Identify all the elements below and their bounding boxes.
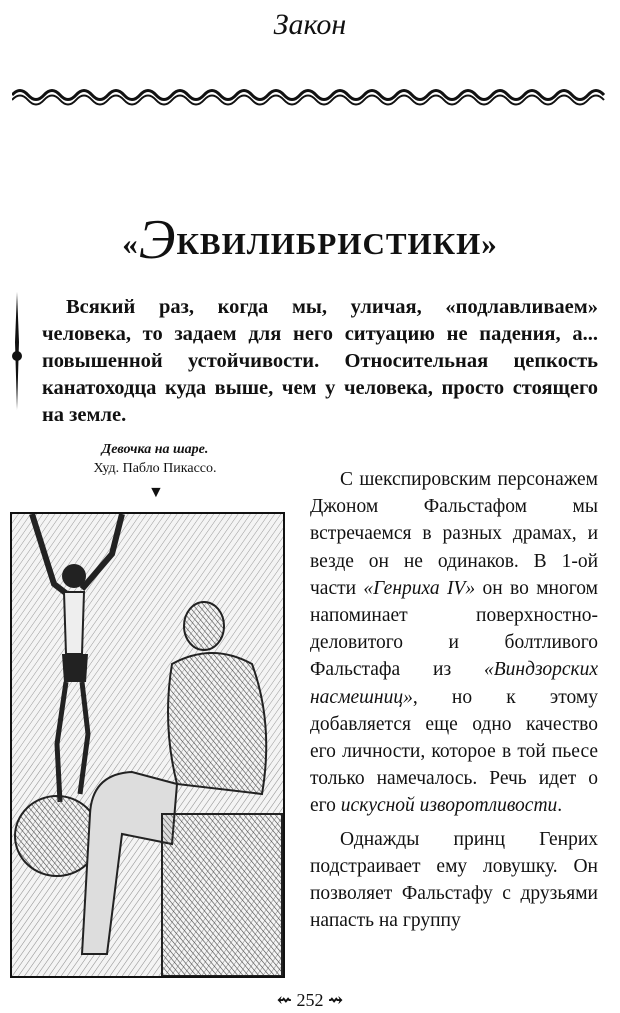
down-triangle-icon: ▼ <box>148 484 164 501</box>
title-close-quote: » <box>481 226 498 261</box>
right-arrow-icon: ⇝ <box>328 990 344 1010</box>
painting-image <box>12 514 283 976</box>
body-text-run: , но к этому добавляется еще одно качество его личности, которое в той пьесе только намечалось. Речь идет о его <box>310 686 598 817</box>
body-paragraph-1 <box>310 466 598 820</box>
page-number: 252 <box>296 990 324 1010</box>
lead-ornament-bar <box>10 292 24 410</box>
wavy-divider <box>12 84 608 106</box>
title-initial: Э <box>138 209 177 271</box>
play-title-merry-wives: «Виндзорских насмешниц» <box>310 659 598 708</box>
running-head: Закон <box>273 8 347 41</box>
figure-caption-title: Девочка на шаре. <box>101 442 209 457</box>
chapter-title <box>0 208 620 272</box>
left-arrow-icon: ⇜ <box>276 990 292 1010</box>
figure-caption <box>40 440 270 478</box>
title-rest: КВИЛИБРИСТИКИ <box>176 226 482 261</box>
figure-caption-artist: Худ. Пабло Пикассо. <box>93 461 217 476</box>
emphasis-text: искусной изворотливости <box>340 795 558 817</box>
page-footer <box>0 990 620 1011</box>
body-text-run: С шекспировским персонажем Джоном Фальстафом мы встречаемся в разных драмах, и везде он не одинаков. В 1-ой части <box>310 469 598 599</box>
title-open-quote: « <box>122 226 139 261</box>
body-text <box>310 466 598 934</box>
painting-illustration <box>10 512 285 978</box>
lead-paragraph: Всякий раз, когда мы, уличая, «подлавливаем» человека, то задаем для него ситуацию не падения, а... повышенной устойчивости. Относительная цепкость канатоходца куда выше, чем у человека, просто стоящего на земле. <box>42 296 598 426</box>
body-text-run: он во многом напоминает поверхностно-деловитого и болтливого Фальстафа из <box>310 577 598 681</box>
body-text-run: . <box>557 795 563 817</box>
play-title-henry-iv: «Генриха IV» <box>363 577 476 599</box>
body-paragraph-2: Однажды принц Генрих подстраивает ему ловушку. Он позволяет Фальстафу с друзьями напасть на группу <box>310 828 598 932</box>
